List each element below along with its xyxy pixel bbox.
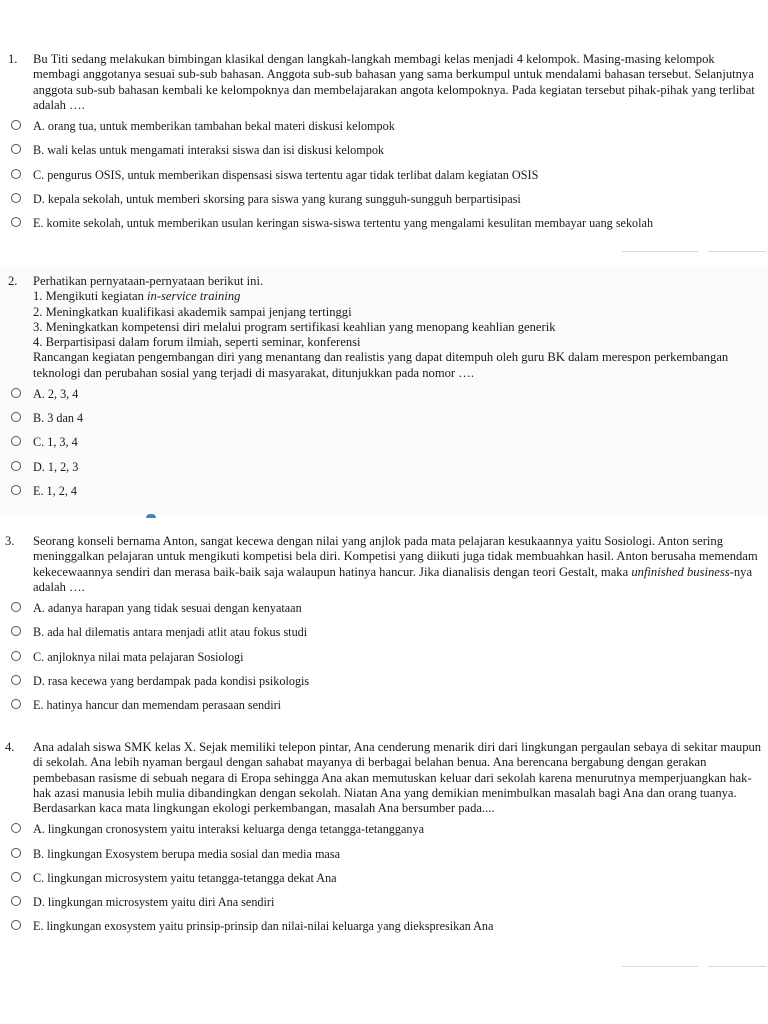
radio-button[interactable] bbox=[11, 144, 21, 154]
statement-1: 1. Mengikuti kegiatan in-service training bbox=[33, 289, 241, 304]
option-label: A. lingkungan cronosystem yaitu interaksi keluarga denga tetangga-tetangganya bbox=[33, 822, 425, 837]
option-e[interactable] bbox=[0, 697, 768, 721]
option-label: C. 1, 3, 4 bbox=[33, 435, 78, 450]
option-label: C. pengurus OSIS, untuk memberikan dispensasi siswa tertentu agar tidak terlibat dalam kegiatan OSIS bbox=[33, 167, 539, 182]
question-3-stem bbox=[0, 534, 768, 595]
option-b[interactable] bbox=[0, 624, 768, 648]
option-a[interactable] bbox=[0, 386, 768, 410]
option-label: E. komite sekolah, untuk memberikan usulan keringan siswa-siswa tertentu yang mengalami kesulitan membayar uang sekolah bbox=[33, 215, 654, 230]
option-label: E. 1, 2, 4 bbox=[33, 483, 78, 498]
answer-options bbox=[0, 386, 768, 507]
question-2 bbox=[0, 266, 768, 516]
option-label: E. lingkungan exosystem yaitu prinsip-prinsip dan nilai-nilai keluarga yang diekspresikan Ana bbox=[33, 919, 494, 934]
question-intro: Perhatikan pernyataan-pernyataan berikut ini. bbox=[33, 274, 264, 288]
radio-button[interactable] bbox=[11, 675, 21, 685]
option-label: C. anjloknya nilai mata pelajaran Sosiologi bbox=[33, 649, 244, 664]
radio-button[interactable] bbox=[11, 436, 21, 446]
option-label: B. lingkungan Exosystem berupa media sosial dan media masa bbox=[33, 846, 340, 861]
option-label: D. lingkungan microsystem yaitu diri Ana sendiri bbox=[33, 895, 275, 910]
option-c[interactable] bbox=[0, 434, 768, 458]
radio-button[interactable] bbox=[11, 823, 21, 833]
divider bbox=[622, 251, 698, 252]
radio-button[interactable] bbox=[11, 920, 21, 930]
radio-button[interactable] bbox=[11, 169, 21, 179]
option-b[interactable] bbox=[0, 410, 768, 434]
option-d[interactable] bbox=[0, 673, 768, 697]
option-c[interactable] bbox=[0, 870, 768, 894]
radio-button[interactable] bbox=[11, 217, 21, 227]
option-label: A. 2, 3, 4 bbox=[33, 387, 79, 402]
question-text: Ana adalah siswa SMK kelas X. Sejak memiliki telepon pintar, Ana cenderung menarik diri dari lingkungan pergaulan sebaya di sekitar maupun di sekolah. Ana lebih nyaman bergaul dengan sahabat mayanya di berbagai belahan benua. Ana berencana bergabung dengan gerakan pembebasan rasisme di sebuah negara di Eropa sehingga Ana akan memutuskan keluar dari sekolah karena menurutnya memperjuangkan hak-hak azasi manusia lebih mulia dibandingkan dengan sekolah. Niatan Ana yang demikian menimbulkan masalah bagi Ana dan orang tuanya. Berdasarkan kaca mata lingkungan ekologi perkembangan, masalah Ana bersumber pada.... bbox=[33, 740, 762, 816]
question-number: 1. bbox=[8, 52, 18, 66]
radio-button[interactable] bbox=[11, 872, 21, 882]
statement-2: 2. Meningkatkan kualifikasi akademik sampai jenjang tertinggi bbox=[33, 304, 352, 319]
radio-button[interactable] bbox=[11, 651, 21, 661]
question-number: 3. bbox=[5, 534, 15, 548]
radio-button[interactable] bbox=[11, 626, 21, 636]
option-e[interactable] bbox=[0, 918, 768, 942]
answer-options bbox=[0, 821, 768, 942]
radio-button[interactable] bbox=[11, 461, 21, 471]
option-a[interactable] bbox=[0, 821, 768, 845]
question-text: Seorang konseli bernama Anton, sangat kecewa dengan nilai yang anjlok pada mata pelajaran kesukaannya yaitu Sosiologi. Anton sering meninggalkan pelajaran untuk mengikuti kompetisi bela diri. Kompetisi yang diikuti juga tidak membuahkan hasil. Anton berusaha memendam kekecewaannya sendiri dan merasa baik-baik saja walaupun hatinya hancur. Jika dianalisis dengan teori Gestalt, maka unfinished business-nya adalah …. bbox=[33, 534, 758, 594]
radio-button[interactable] bbox=[11, 896, 21, 906]
option-label: A. orang tua, untuk memberikan tambahan bekal materi diskusi kelompok bbox=[33, 119, 395, 134]
option-c[interactable] bbox=[0, 649, 768, 673]
question-4-stem bbox=[0, 740, 768, 816]
option-label: D. rasa kecewa yang berdampak pada kondisi psikologis bbox=[33, 673, 310, 688]
option-b[interactable] bbox=[0, 846, 768, 870]
radio-button[interactable] bbox=[11, 848, 21, 858]
option-d[interactable] bbox=[0, 191, 768, 215]
option-label: B. ada hal dilematis antara menjadi atlit atau fokus studi bbox=[33, 625, 308, 640]
option-b[interactable] bbox=[0, 142, 768, 166]
question-number: 4. bbox=[5, 740, 15, 754]
radio-button[interactable] bbox=[11, 412, 21, 422]
radio-button[interactable] bbox=[11, 602, 21, 612]
statement-4: 4. Berpartisipasi dalam forum ilmiah, seperti seminar, konferensi bbox=[33, 335, 361, 350]
option-e[interactable] bbox=[0, 215, 768, 239]
option-e[interactable] bbox=[0, 483, 768, 507]
radio-button[interactable] bbox=[11, 388, 21, 398]
radio-button[interactable] bbox=[11, 699, 21, 709]
option-d[interactable] bbox=[0, 459, 768, 483]
option-label: B. 3 dan 4 bbox=[33, 411, 84, 426]
statement-3: 3. Meningkatkan kompetensi diri melalui program sertifikasi keahlian yang menopang keahlian generik bbox=[33, 319, 556, 334]
option-a[interactable] bbox=[0, 118, 768, 142]
divider bbox=[708, 251, 766, 252]
option-label: A. adanya harapan yang tidak sesuai dengan kenyataan bbox=[33, 601, 302, 616]
option-label: C. lingkungan microsystem yaitu tetangga-tetangga dekat Ana bbox=[33, 870, 337, 885]
divider bbox=[622, 966, 698, 967]
question-number: 2. bbox=[8, 274, 18, 288]
question-text: Rancangan kegiatan pengembangan diri yang menantang dan realistis yang dapat ditempuh oleh guru BK dalam merespon perkembangan teknologi dan perubahan sosial yang terjadi di masyarakat, ditunjukkan pada nomor …. bbox=[33, 350, 729, 380]
question-1-stem bbox=[0, 52, 768, 113]
option-label: D. 1, 2, 3 bbox=[33, 459, 79, 474]
option-d[interactable] bbox=[0, 894, 768, 918]
question-3 bbox=[0, 534, 768, 721]
question-1 bbox=[0, 52, 768, 239]
option-label: D. kepala sekolah, untuk memberi skorsing para siswa yang kurang sungguh-sungguh berpartisipasi bbox=[33, 191, 521, 206]
question-2-stem bbox=[0, 266, 768, 381]
answer-options bbox=[0, 118, 768, 239]
option-label: E. hatinya hancur dan memendam perasaan sendiri bbox=[33, 697, 282, 712]
option-c[interactable] bbox=[0, 167, 768, 191]
divider bbox=[708, 966, 766, 967]
radio-button[interactable] bbox=[11, 485, 21, 495]
question-4 bbox=[0, 740, 768, 942]
option-a[interactable] bbox=[0, 600, 768, 624]
radio-button[interactable] bbox=[11, 120, 21, 130]
scroll-indicator bbox=[146, 514, 156, 518]
question-text: Bu Titi sedang melakukan bimbingan klasikal dengan langkah-langkah membagi kelas menjadi 4 kelompok. Masing-masing kelompok membagi anggotanya sesuai sub-sub bahasan. Anggota sub-sub bahasan yang sama berkumpul untuk mendalami bahasan tersebut. Selanjutnya anggota sub-sub bahasan kembali ke kelompoknya dan membelajarakan angota kelompoknya. Pada kegiatan tersebut pihak-pihak yang terlibat adalah …. bbox=[33, 52, 755, 112]
option-label: B. wali kelas untuk mengamati interaksi siswa dan isi diskusi kelompok bbox=[33, 143, 385, 158]
radio-button[interactable] bbox=[11, 193, 21, 203]
answer-options bbox=[0, 600, 768, 721]
